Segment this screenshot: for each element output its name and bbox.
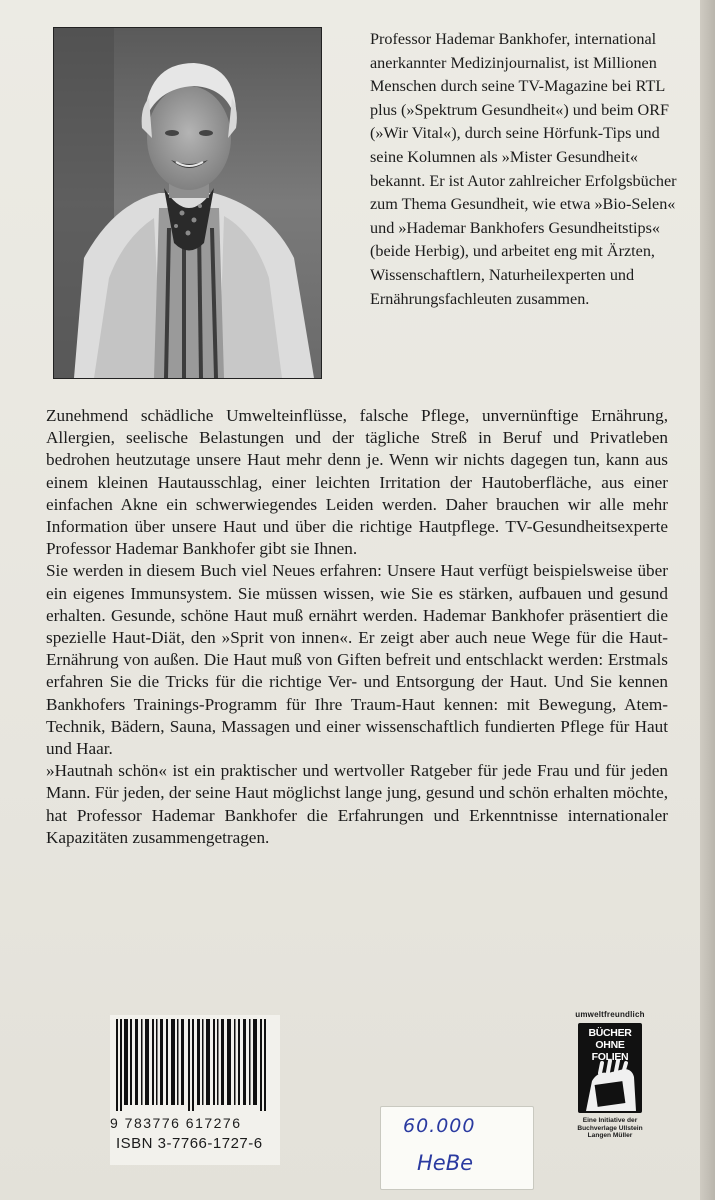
eco-badge-line-3: FOLIEN	[591, 1051, 629, 1063]
book-blurb	[46, 405, 668, 849]
sticker-handwriting-1: 60.000	[403, 1115, 476, 1137]
sticker-handwriting-2: HeBe	[417, 1151, 474, 1175]
eco-badge-footer: Eine Initiative der Buchverlage Ullstein Langen Müller	[577, 1117, 643, 1140]
eco-badge-heading: umweltfreundlich	[575, 1010, 645, 1019]
barcode-digits: 9 783776 617276	[110, 1115, 242, 1131]
barcode	[110, 1015, 280, 1165]
blurb-paragraph-3: »Hautnah schön« ist ein praktischer und wertvoller Ratgeber für jede Frau und für jeden Mann. Für jeden, der seine Haut möglichst lange jung, gesund und schön erhalten möchte, hat Professor Hademar Bankhofer die Erfahrungen und Erkenntnisse internationaler Kapazitäten zusammengetragen.	[46, 761, 668, 847]
author-photo	[53, 27, 322, 379]
isbn-number: ISBN 3-7766-1727-6	[116, 1135, 263, 1152]
eco-badge-line-2: OHNE	[595, 1039, 625, 1051]
cover-edge	[700, 0, 715, 1200]
author-bio	[370, 28, 688, 311]
hand-book-icon	[578, 1023, 642, 1113]
eco-badge-box	[578, 1023, 642, 1113]
author-portrait-image	[54, 28, 321, 378]
author-bio-text: Professor Hademar Bankhofer, international anerkannter Medizinjournalist, ist Millionen Menschen durch seine TV-Magazine bei RTL plus (»Spektrum Gesundheit«) und beim ORF (»Wir Vital«), durch seine Hörfunk-Tips und seine Kolumnen als »Mister Gesundheit« bekannt. Er ist Autor zahlreicher Erfolgsbücher zum Thema Gesundheit, wie etwa »Bio-Selen« und »Hademar Bankhofers Gesundheitstips« (beide Herbig), und arbeitet eng mit Ärzten, Wissenschaftlern, Naturheilexperten und Ernährungsfachleuten zusammen.	[370, 30, 677, 308]
blurb-paragraph-2: Sie werden in diesem Buch viel Neues erfahren: Unsere Haut verfügt beispielsweise über ein eigenes Immunsystem. Sie müssen wissen, wie Sie es stärken, aufbauen und gesund erhalten. Gesunde, schöne Haut muß ernährt werden. Hademar Bankhofer präsentiert die spezielle Haut-Diät, den »Sprit von innen«. Er zeigt aber auch neue Wege für die Haut-Ernährung von außen. Die Haut muß von Giften befreit und entschlackt werden: Erstmals erfahren Sie die Tricks für die richtige Ver- und Entsorgung der Haut. Und Sie kennen Bankhofers Trainings-Programm für Ihre Traum-Haut kennen: mit Bewegung, Atem-Technik, Bädern, Sauna, Massagen und einer wissenschaftlich fundierten Pflege für Haut und Haar.	[46, 561, 668, 759]
price-sticker	[380, 1106, 534, 1190]
eco-badge-line-1: BÜCHER	[588, 1027, 632, 1039]
blurb-paragraph-1: Zunehmend schädliche Umwelteinflüsse, falsche Pflege, unvernünftige Ernährung, Allergien, seelische Belastungen und der tägliche Streß in Beruf und Privatleben bedrohen heutzutage unsere Haut mehr denn je. Wenn wir nichts dagegen tun, kann aus einem kleinen Hautausschlag, einer leichten Irritation der Hautoberfläche, aus einer einfachen Akne ein schwerwiegendes Leiden werden. Daher brauchen wir alle mehr Information über unsere Haut und über die richtige Hautpflege. TV-Gesundheitsexperte Professor Hademar Bankhofer gibt sie Ihnen.	[46, 406, 668, 559]
eco-badge	[566, 1010, 654, 1160]
barcode-bars	[110, 1015, 280, 1115]
